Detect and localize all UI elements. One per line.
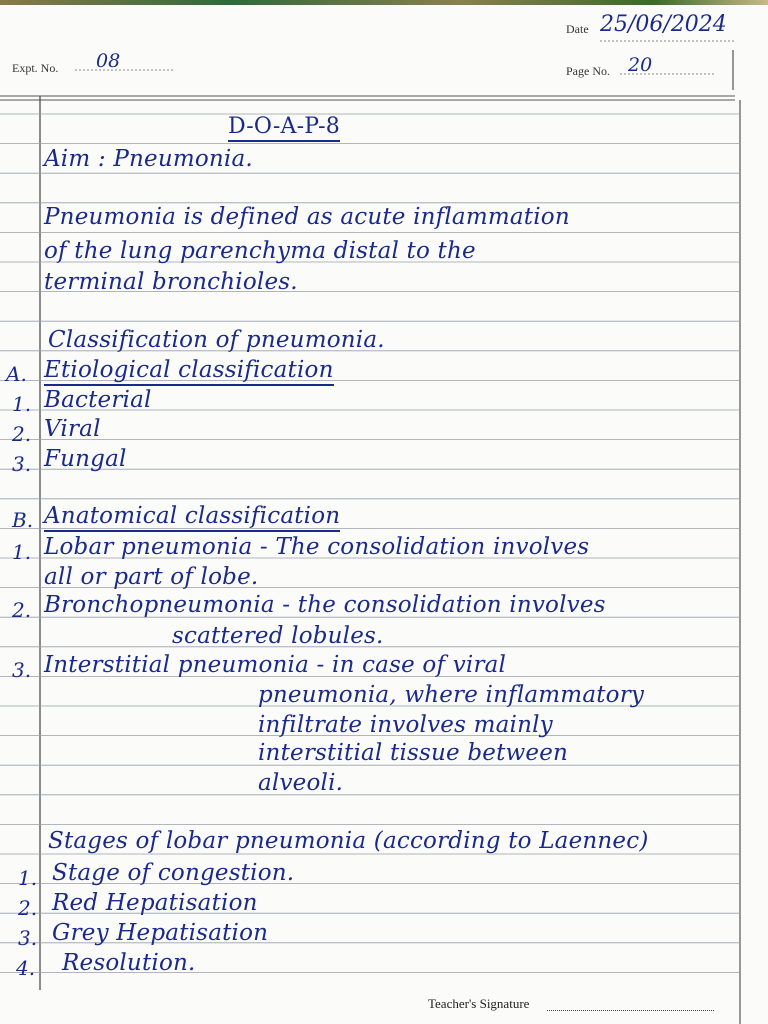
stage-3: Grey Hepatisation — [52, 920, 269, 946]
section-b-item-3-num: 3. — [12, 658, 32, 682]
date-value: 25/06/2024 — [600, 12, 727, 37]
section-b-item-1-line-2: all or part of lobe. — [44, 564, 259, 590]
section-b-marker: B. — [12, 508, 34, 532]
section-b-item-3-line-5: alveoli. — [258, 770, 344, 796]
section-a-item-3-num: 3. — [12, 452, 32, 476]
section-b-item-2-num: 2. — [12, 598, 32, 622]
stage-4: Resolution. — [62, 950, 196, 976]
section-b-heading: Anatomical classification — [44, 505, 340, 532]
date-label: Date — [566, 22, 589, 36]
stage-1-num: 1. — [18, 866, 38, 890]
stages-heading: Stages of lobar pneumonia (according to Laennec) — [48, 828, 649, 854]
section-b-item-3-line-3: infiltrate involves mainly — [258, 712, 553, 738]
page-label: Page No. — [566, 64, 610, 78]
expt-label: Expt. No. — [12, 61, 59, 75]
section-b-item-2-line-2: scattered lobules. — [172, 623, 384, 649]
section-a-heading: Etiological classification — [44, 359, 334, 386]
stage-2: Red Hepatisation — [52, 890, 258, 916]
definition-line-3: terminal bronchioles. — [44, 269, 298, 295]
section-b-item-3-line-1: Interstitial pneumonia - in case of viral — [44, 652, 507, 678]
stage-4-num: 4. — [16, 956, 36, 980]
section-b-item-3-line-2: pneumonia, where inflammatory — [258, 682, 645, 708]
classification-heading: Classification of pneumonia. — [48, 327, 385, 353]
stage-2-num: 2. — [18, 896, 38, 920]
definition-line-2: of the lung parenchyma distal to the — [44, 238, 476, 264]
note-title: D-O-A-P-8 — [228, 116, 340, 142]
section-a-item-3: Fungal — [44, 446, 127, 472]
stage-1: Stage of congestion. — [52, 860, 295, 886]
section-a-item-2: Viral — [44, 416, 101, 442]
section-b-item-2-line-1: Bronchopneumonia - the consolidation involves — [44, 592, 606, 618]
section-a-item-2-num: 2. — [12, 422, 32, 446]
section-a-marker: A. — [6, 362, 27, 386]
section-b-item-3-line-4: interstitial tissue between — [258, 740, 569, 766]
section-a-item-1-num: 1. — [12, 392, 32, 416]
section-b-item-1-num: 1. — [12, 540, 32, 564]
section-b-item-1-line-1: Lobar pneumonia - The consolidation involves — [44, 534, 590, 560]
section-a-item-1: Bacterial — [44, 387, 152, 413]
definition-line-1: Pneumonia is defined as acute inflammation — [44, 204, 570, 230]
page-value: 20 — [628, 54, 653, 76]
aim-line: Aim : Pneumonia. — [44, 146, 253, 172]
stage-3-num: 3. — [18, 926, 38, 950]
expt-value: 08 — [96, 50, 121, 72]
teacher-signature-line — [547, 1010, 714, 1011]
teacher-signature-label: Teacher's Signature — [428, 996, 530, 1011]
